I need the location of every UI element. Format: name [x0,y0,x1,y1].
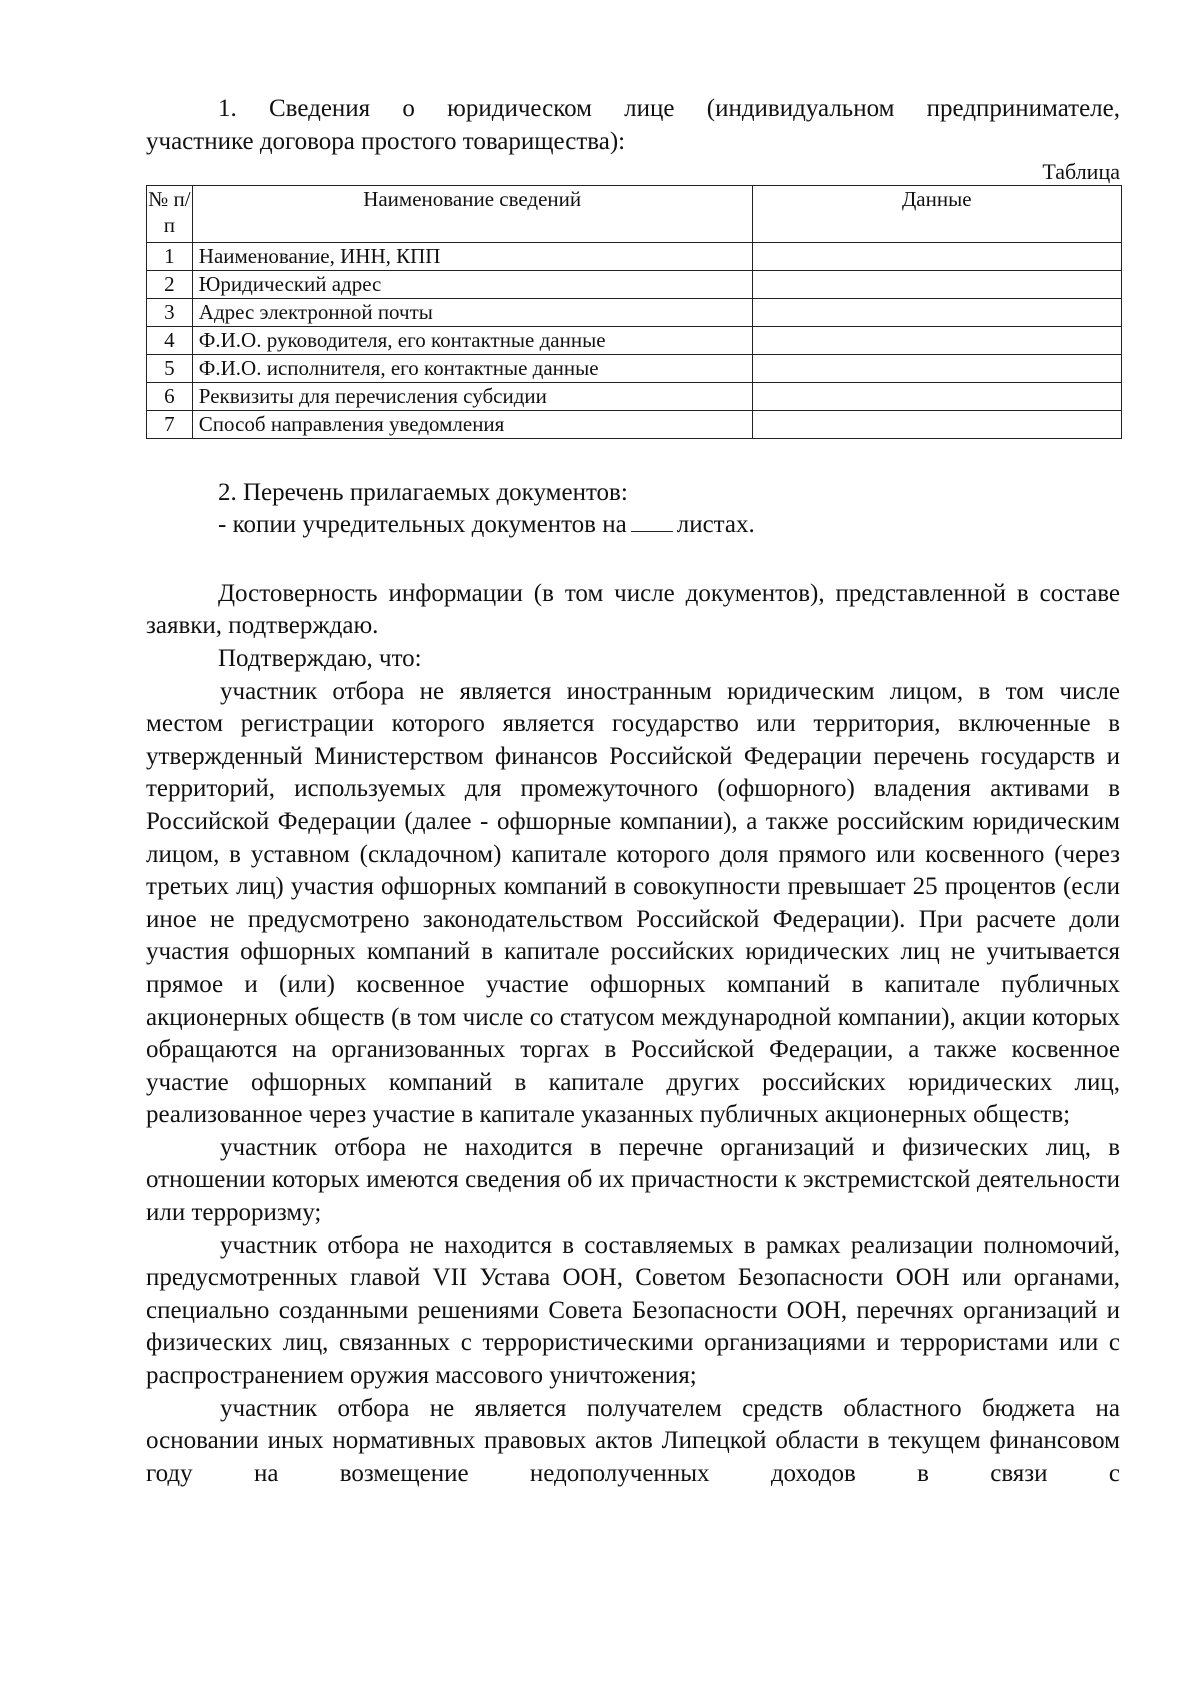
table-row [147,298,1122,326]
section1-title-line2: участнике договора простого товарищества): [146,128,626,155]
section2-item-suffix: листах. [676,511,755,539]
sheet-count-blank[interactable] [631,511,673,532]
row-data-cell[interactable] [752,326,1121,354]
document-content [146,92,1120,1490]
table-row [147,382,1122,410]
section2-item-prefix: - копии учредительных документов на [218,511,627,539]
header-data: Данные [752,185,1121,242]
section1-title-line1: 1. Сведения о юридическом лице (индивидуальном предпринимателе, [218,95,1120,122]
table-row [147,270,1122,298]
table-header-row [147,185,1122,242]
row-data-cell[interactable] [752,382,1121,410]
row-name: Ф.И.О. исполнителя, его контактные данные [192,354,752,382]
confirm-paragraph-budget: участник отбора не является получателем средств областного бюджета на основании иных нормативных правовых актов Липецкой области в текущем финансовом году на возмещение недополученных доходов в связи с [146,1394,1120,1487]
row-name: Способ направления уведомления [192,410,752,438]
table-row [147,410,1122,438]
confirm-intro: Подтверждаю, что: [218,644,422,672]
confirm-paragraph-extremism: участник отбора не находится в перечне организаций и физических лиц, в отношении которых имеются сведения об их причастности к экстремистской деятельности или терроризму; [146,1133,1120,1227]
row-number: 6 [147,382,193,410]
row-data-cell[interactable] [752,270,1121,298]
table-row [147,242,1122,270]
table-row [147,354,1122,382]
row-number: 7 [147,410,193,438]
row-data-cell[interactable] [752,298,1121,326]
reliability-paragraph: Достоверность информации (в том числе документов), представленной в составе заявки, подтверждаю. [146,579,1120,640]
row-name: Юридический адрес [192,270,752,298]
spacer [146,542,1120,578]
header-name: Наименование сведений [192,185,752,242]
row-data-cell[interactable] [752,354,1121,382]
row-number: 2 [147,270,193,298]
row-number: 1 [147,242,193,270]
row-data-cell[interactable] [752,242,1121,270]
row-number: 4 [147,326,193,354]
confirm-paragraph-offshore: участник отбора не является иностранным юридическим лицом, в том числе местом регистрации которого является государство или территория, включенные в утвержденный Министерством финансов Российской Федерации перечень государств и территорий, используемых для промежуточного (офшорного) владения активами в Российской Федерации (далее - офшорные компании), а также российским юридическим лицом, в уставном (складочном) капитале которого доля прямого или косвенного (через третьих лиц) участия офшорных компаний в совокупности превышает 25 процентов (если иное не предусмотрено законодательством Российской Федерации). При расчете доли участия офшорных компаний в капитале российских юридических лиц не учитывается прямое и (или) косвенное участие офшорных компаний в капитале публичных акционерных обществ (в том числе со статусом международной компании), акции которых обращаются на организованных торгах в Российской Федерации, а также косвенное участие офшорных компаний в капитале других российских юридических лиц, реализованное через участие в капитале указанных публичных акционерных обществ; [146,677,1120,1129]
row-name: Наименование, ИНН, КПП [192,242,752,270]
row-name: Адрес электронной почты [192,298,752,326]
row-number: 3 [147,298,193,326]
row-name: Реквизиты для перечисления субсидии [192,382,752,410]
section2-item [146,509,1120,542]
info-table [146,185,1122,439]
header-number: № п/п [147,185,193,242]
confirm-paragraph-un-lists: участник отбора не находится в составляемых в рамках реализации полномочий, предусмотренных главой VII Устава ООН, Советом Безопасности ООН или органами, специально созданными решениями Совета Безопасности ООН, перечнях организаций и физических лиц, связанных с террористическими организациями и террористами или с распространением оружия массового уничтожения; [146,1231,1120,1390]
row-data-cell[interactable] [752,410,1121,438]
table-caption: Таблица [1042,158,1120,184]
row-name: Ф.И.О. руководителя, его контактные данные [192,326,752,354]
table-row [147,326,1122,354]
section2-title: 2. Перечень прилагаемых документов: [218,478,628,506]
row-number: 5 [147,354,193,382]
spacer [146,439,1120,477]
